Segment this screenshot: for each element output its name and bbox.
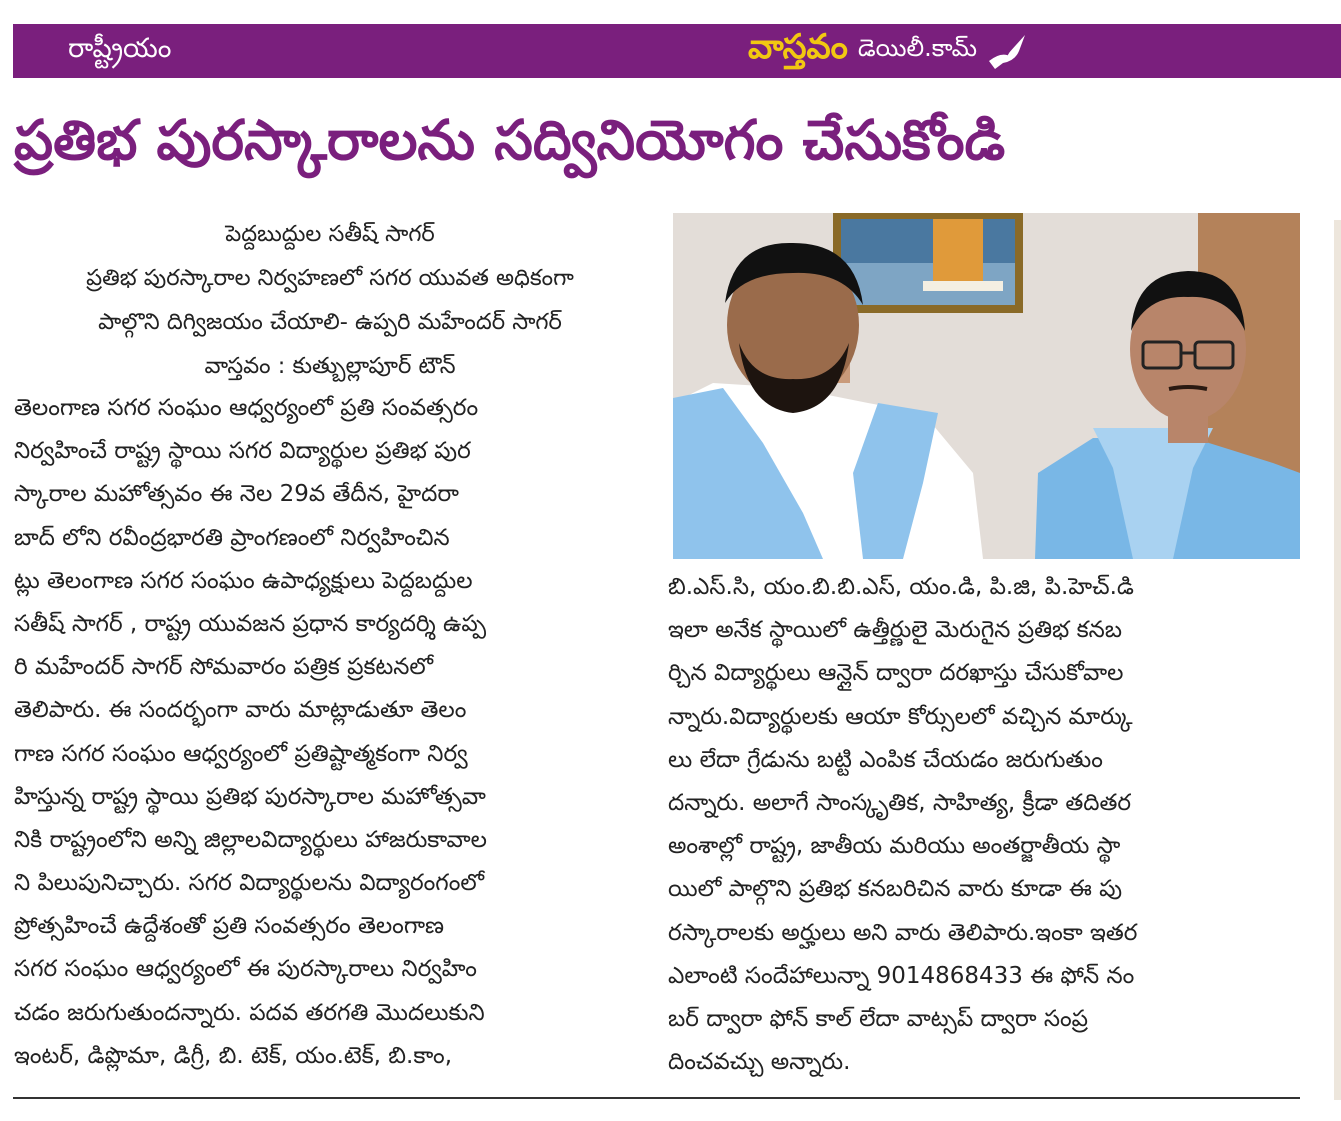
body-line: తెలంగాణ సగర సంఘం ఆధ్వర్యంలో ప్రతి సంవత్సరం [14,395,479,421]
body-line: ని పిలుపునిచ్చారు. సగర విద్యార్థులను విద్యారంగంలో [14,870,485,897]
body-line: నిర్వహించే రాష్ట్ర స్థాయి సగర విద్యార్థుల ప్రతిభ పుర [14,438,471,465]
bird-logo-icon [985,31,1029,71]
body-line: ర్చిన విద్యార్థులు ఆన్లైన్ ద్వారా దరఖాస్తు చేసుకోవాల [668,660,1124,687]
dateline: వాస్తవం : కుత్బుల్లాపూర్ టౌన్ [204,353,456,379]
body-line: చడం జరుగుతుందన్నారు. పదవ తరగతి మొదలుకుని [14,999,485,1026]
byline: పెద్దబుద్దుల సతీష్ సాగర్ [225,221,435,247]
body-line: గాణ సగర సంఘం ఆధ్వర్యంలో ప్రతిష్టాత్మకంగా నిర్వ [14,740,468,767]
body-column-left [14,387,654,1078]
body-line: బాద్ లోని రవీంద్రభారతి ప్రాంగణంలో నిర్వహించిన [14,524,450,551]
body-line: రి మహేందర్ సాగర్ సోమవారం పత్రిక ప్రకటనలో [14,654,434,681]
subheading-line: పాల్గొని దిగ్విజయం చేయాలి- ఉప్పరి మహేందర్ సాగర్ [98,309,562,335]
body-line: ఎలాంటి సందేహాలున్నా 9014868433 ఈ ఫోన్ నం [668,962,1135,989]
body-line: అంశాల్లో రాష్ట్ర, జాతీయ మరియు అంతర్జాతీయ స్థా [668,833,1121,860]
article-headline: ప్రతిభ పురస్కారాలను సద్వినియోగం చేసుకోండి [14,108,1006,172]
body-column-right [668,566,1308,1084]
body-line: లు లేదా గ్రేడును బట్టి ఎంపిక చేయడం జరుగుతుం [668,746,1103,773]
body-line: హిస్తున్న రాష్ట్ర స్థాయి ప్రతిభ పురస్కారాల మహోత్సవా [14,783,486,810]
body-line: యిలో పాల్గొని ప్రతిభ కనబరిచిన వారు కూడా ఈ పు [668,876,1123,903]
body-line: సతీష్ సాగర్ , రాష్ట్ర యువజన ప్రధాన కార్యదర్శి ఉప్ప [14,610,487,637]
brand-suffix: డెయిలీ.కామ్ [857,34,978,62]
brand-name: వాస్తవం [748,27,848,67]
body-line: ఇంటర్, డిప్లొమా, డిగ్రీ, బి. టెక్, యం.టెక్, బి.కాం, [14,1042,453,1069]
bottom-divider [13,1097,1300,1099]
body-line: ప్రోత్సహించే ఉద్దేశంతో ప్రతి సంవత్సరం తెలంగాణ [14,913,444,940]
body-line: దించవచ్చు అన్నారు. [668,1049,851,1076]
body-line: నికి రాష్ట్రంలోని అన్ని జిల్లాలవిద్యార్థులు హాజరుకావాల [14,826,487,853]
body-line: బర్ ద్వారా ఫోన్ కాల్ లేదా వాట్సప్ ద్వారా సంప్ర [668,1005,1088,1032]
header-bar [13,24,1341,78]
body-line: ఇలా అనేక స్థాయిలో ఉత్తీర్ణులై మెరుగైన ప్రతిభ కనబ [668,617,1123,644]
body-line: న్నారు.విద్యార్థులకు ఆయా కోర్సులలో వచ్చిన మార్కు [668,703,1133,730]
section-label: రాష్ట్రీయం [68,33,172,64]
masthead-brand [748,28,1029,74]
body-line: రస్కారాలకు అర్హులు అని వారు తెలిపారు.ఇంకా ఇతర [668,919,1138,946]
body-line: బి.ఎస్.సి, యం.బి.బి.ఎస్, యం.డి, పి.జి, పి.హెచ్.డి [668,574,1134,600]
body-line: సగర సంఘం ఆధ్వర్యంలో ఈ పురస్కారాలు నిర్వహిం [14,956,477,983]
subheading-line: ప్రతిభ పురస్కారాల నిర్వహణలో సగర యువత అధికంగా [86,265,574,291]
page-edge-strip [1334,220,1341,1100]
body-line: స్కారాల మహోత్సవం ఈ నెల 29వ తేదీన, హైదరా [14,481,459,508]
body-line: తెలిపారు. ఈ సందర్భంగా వారు మాట్లాడుతూ తెలం [14,697,467,724]
body-line: దన్నారు. అలాగే సాంస్కృతిక, సాహిత్య, క్రీడా తదితర [668,789,1131,816]
article-photo [673,213,1300,559]
body-line: ట్లు తెలంగాణ సగర సంఘం ఉపాధ్యక్షులు పెద్దబద్దుల [14,567,473,594]
